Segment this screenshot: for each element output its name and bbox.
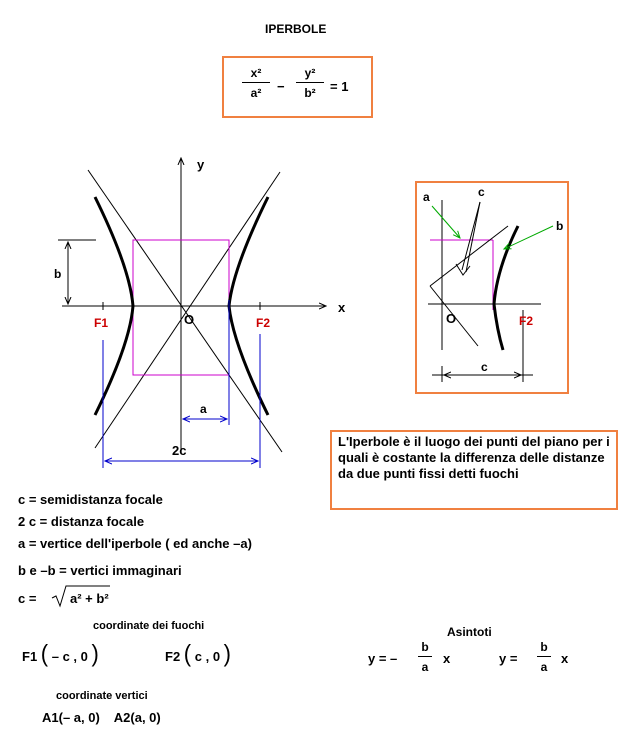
a-label: a — [200, 402, 207, 416]
legend-line-1: c = semidistanza focale — [18, 492, 163, 507]
paren-open: ( — [183, 639, 192, 668]
focus2-label: F2 — [256, 316, 271, 330]
inset-focus2-label: F2 — [519, 314, 534, 328]
asymptote1-prefix: y = – — [368, 651, 398, 666]
inset-a-label: a — [423, 190, 430, 204]
focus1-values: – c , 0 — [51, 649, 88, 664]
y-axis-label: y — [197, 157, 205, 172]
focus2-coords — [165, 641, 231, 667]
inset-c-label: c — [478, 185, 485, 199]
fraction-numerator: y² — [304, 66, 316, 80]
focus2-values: c , 0 — [194, 649, 221, 664]
c-formula-lhs: c = — [18, 591, 37, 606]
asymptote-positive — [95, 172, 280, 448]
inset-origin-label: O — [446, 311, 457, 326]
inset-c-pointer-2 — [466, 202, 480, 272]
fraction-denominator: b² — [304, 86, 316, 100]
asymptote2-suffix: x — [561, 651, 569, 666]
inset-b-label: b — [556, 219, 564, 233]
asymptote1-suffix: x — [443, 651, 451, 666]
focus1-name: F1 — [22, 649, 38, 664]
foci-heading: coordinate dei fuochi — [93, 620, 205, 632]
fraction-numerator: x² — [250, 66, 262, 80]
equals-one: = 1 — [330, 79, 349, 94]
page-title: IPERBOLE — [265, 22, 327, 36]
origin-label: O — [184, 312, 195, 327]
asymptote2-fraction — [537, 640, 551, 674]
fraction-denominator: a — [421, 660, 429, 674]
minus-sign: − — [277, 79, 285, 94]
legend-line-3: a = vertice dell'iperbole ( ed anche –a) — [18, 536, 252, 551]
paren-close: ) — [223, 639, 231, 668]
inset-c-pointer-1 — [462, 202, 480, 270]
fraction-numerator: b — [421, 640, 429, 654]
legend-line-2: 2 c = distanza focale — [18, 514, 145, 529]
definition-box: L'Iperbole è il luogo dei punti del piano per i quali è costante la differenza delle distanze da due punti fissi detti fuochi — [330, 430, 618, 510]
inset-c-bottom-label: c — [481, 360, 488, 374]
paren-open: ( — [40, 639, 49, 668]
2c-label: 2c — [172, 443, 187, 458]
asymptotes-heading: Asintoti — [447, 625, 492, 639]
focus1-label: F1 — [94, 316, 109, 330]
paren-close: ) — [91, 639, 99, 668]
vertices-coords: A1(– a, 0) A2(a, 0) — [42, 710, 161, 725]
c-formula-radicand: a² + b² — [70, 591, 109, 606]
focus2-name: F2 — [165, 649, 181, 664]
inset-a-arrow — [432, 206, 460, 238]
focus1-coords — [22, 641, 99, 667]
legend-line-4: b e –b = vertici immaginari — [18, 563, 182, 578]
asymptote2-prefix: y = — [499, 651, 518, 666]
vertices-heading: coordinate vertici — [56, 690, 148, 702]
fraction-denominator: a — [540, 660, 548, 674]
asymptote1-fraction — [418, 640, 432, 674]
x-axis-label: x — [338, 300, 346, 315]
fraction-numerator: b — [540, 640, 548, 654]
fraction-denominator: a² — [250, 86, 262, 100]
b-label: b — [54, 267, 62, 281]
